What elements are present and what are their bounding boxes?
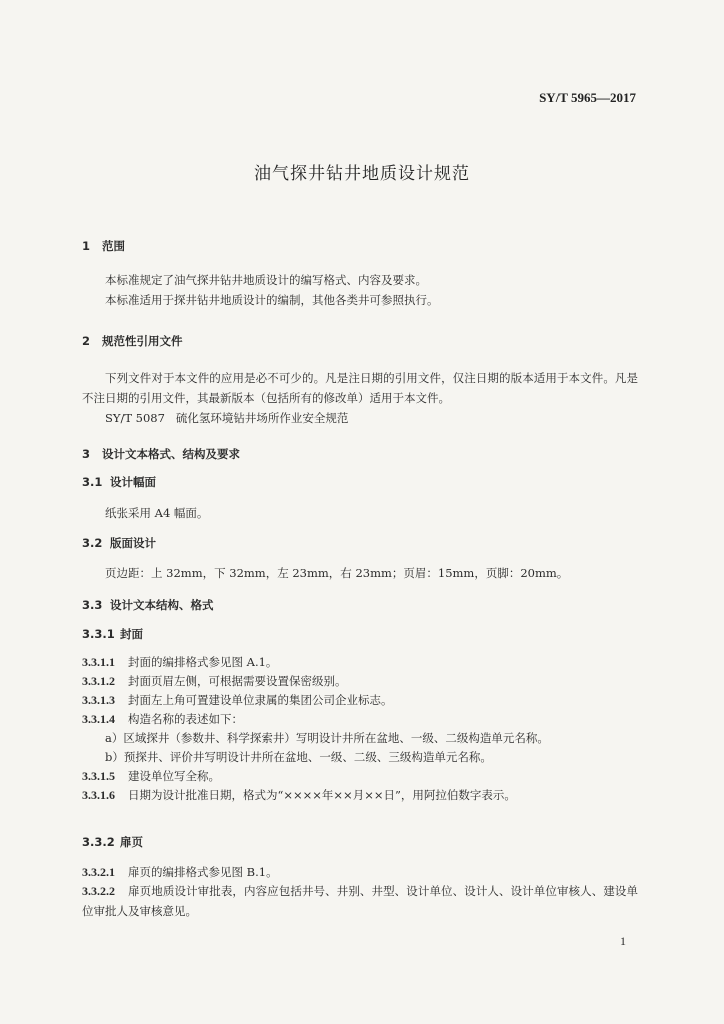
paragraph: 纸张采用 A4 幅面。	[105, 506, 209, 520]
clause-3-3-1-3	[82, 690, 638, 710]
paragraph: 页边距：上 32mm，下 32mm，左 23mm，右 23mm；页眉：15mm，页脚：20mm。	[105, 566, 569, 580]
paragraph: 本标准规定了油气探井钻井地质设计的编写格式、内容及要求。	[105, 273, 427, 287]
paragraph: 本标准适用于探井钻井地质设计的编制，其他各类井可参照执行。	[105, 293, 439, 307]
clause-number: 3.3.1.2	[82, 674, 115, 688]
section-title: 规范性引用文件	[102, 334, 183, 348]
section-1-heading	[82, 236, 638, 256]
subsection-3-1-heading	[82, 472, 638, 492]
clause-number: 3.3.2.2	[82, 884, 115, 898]
subsection-title: 封面	[120, 627, 143, 641]
clause-3-3-2-2	[82, 881, 638, 921]
clause-3-3-1-6	[82, 785, 638, 805]
clause-number: 3.3.2.1	[82, 865, 115, 879]
subsection-number: 3.2	[82, 536, 103, 550]
clause-text: 封面的编排格式参见图 A.1。	[128, 655, 278, 669]
clause-text: 构造名称的表述如下：	[128, 712, 243, 726]
section-number: 3	[82, 447, 91, 461]
section-3-heading	[82, 444, 638, 464]
subsection-title: 版面设计	[110, 536, 156, 550]
clause-number: 3.3.1.3	[82, 693, 115, 707]
normative-reference	[82, 408, 638, 428]
subsection-3-3-heading	[82, 595, 638, 615]
document-title: 油气探井钻井地质设计规范	[254, 164, 470, 184]
standard-code: SY/T 5965—2017	[539, 90, 636, 105]
subsection-3-3-2-heading	[82, 832, 638, 852]
subsection-3-3-1-heading	[82, 624, 638, 644]
subsection-title: 扉页	[120, 835, 143, 849]
clause-3-3-1-4	[82, 709, 638, 729]
clause-text: 建设单位写全称。	[128, 769, 220, 783]
clause-number: 3.3.1.1	[82, 655, 115, 669]
clause-text: 扉页地质设计审批表，内容应包括井号、井别、井型、设计单位、设计人、设计单位审核人、建设单位审批人及审核意见。	[82, 884, 638, 918]
clause-3-3-1-2	[82, 671, 638, 691]
section-2-heading	[82, 331, 638, 351]
subsection-title: 设计文本结构、格式	[110, 598, 214, 612]
list-item-a: a）区域探井（参数井、科学探索井）写明设计井所在盆地、一级、二级构造单元名称。	[105, 731, 549, 745]
section-title: 范围	[102, 239, 125, 253]
paragraph: 下列文件对于本文件的应用是必不可少的。凡是注日期的引用文件，仅注日期的版本适用于本文件。凡是不注日期的引用文件，其最新版本（包括所有的修改单）适用于本文件。	[82, 371, 638, 405]
list-item-b: b）预探井、评价井写明设计井所在盆地、一级、二级、三级构造单元名称。	[105, 750, 492, 764]
clause-3-3-1-1	[82, 652, 638, 672]
clause-text: 日期为设计批准日期，格式为“××××年××月××日”，用阿拉伯数字表示。	[128, 788, 516, 802]
section-number: 1	[82, 239, 91, 253]
clause-text: 扉页的编排格式参见图 B.1。	[128, 865, 278, 879]
subsection-title: 设计幅面	[110, 475, 156, 489]
clause-3-3-1-5	[82, 766, 638, 786]
subsection-number: 3.3.1	[82, 627, 115, 641]
subsection-number: 3.3.2	[82, 835, 115, 849]
clause-number: 3.3.1.4	[82, 712, 115, 726]
clause-3-3-2-1	[82, 862, 638, 882]
clause-text: 封面页眉左侧，可根据需要设置保密级别。	[128, 674, 347, 688]
clause-text: 封面左上角可置建设单位隶属的集团公司企业标志。	[128, 693, 393, 707]
subsection-number: 3.3	[82, 598, 103, 612]
subsection-3-2-heading	[82, 533, 638, 553]
clause-number: 3.3.1.6	[82, 788, 115, 802]
reference-code: SY/T 5087	[105, 411, 165, 425]
subsection-number: 3.1	[82, 475, 103, 489]
page-number: 1	[620, 934, 626, 948]
section-title: 设计文本格式、结构及要求	[102, 447, 240, 461]
section-number: 2	[82, 334, 91, 348]
reference-title: 硫化氢环境钻井场所作业安全规范	[175, 411, 349, 425]
clause-number: 3.3.1.5	[82, 769, 115, 783]
